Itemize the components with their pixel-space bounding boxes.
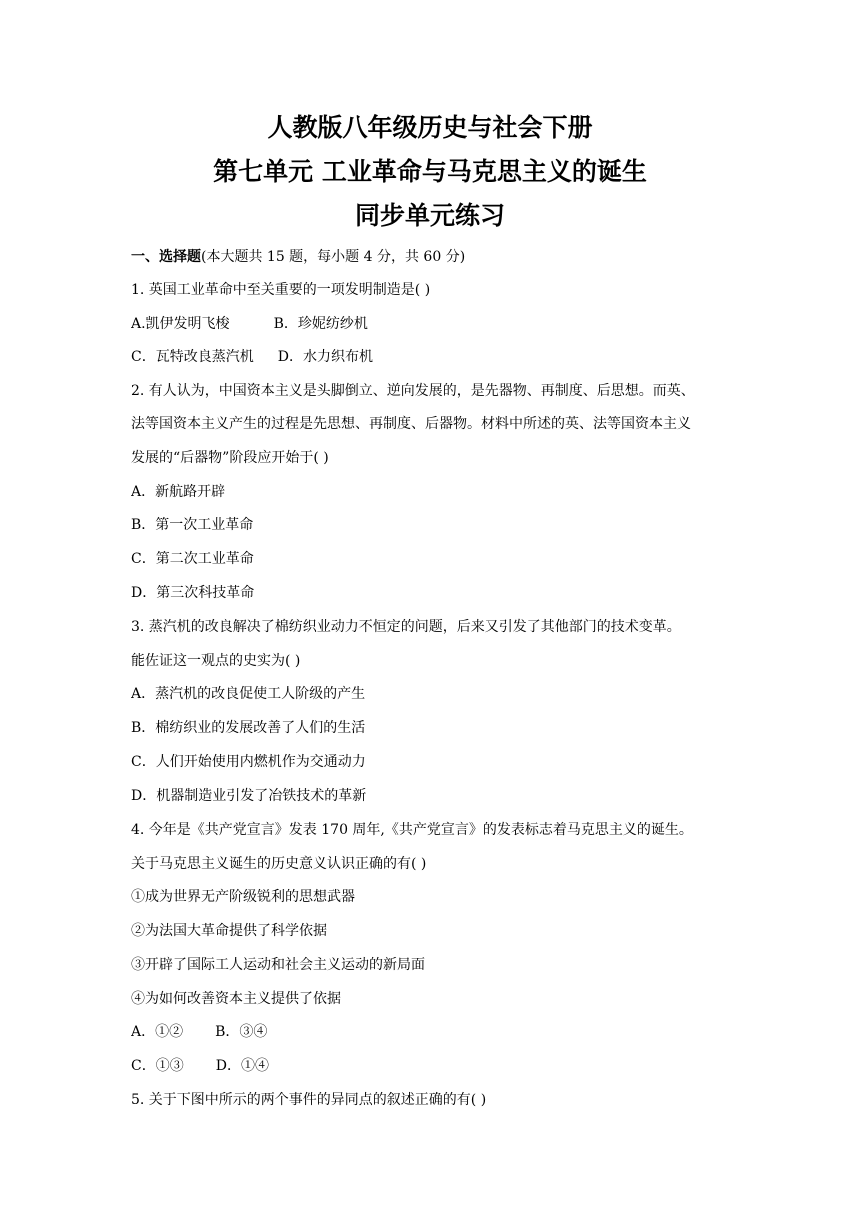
section-heading — [131, 247, 741, 267]
question-4-options-row-2 — [131, 1056, 741, 1076]
section-heading-detail: (本大题共 15 题，每小题 4 分，共 60 分) — [201, 249, 466, 265]
question-4-option-a: A．①② — [131, 1024, 184, 1040]
question-2-stem-line-2: 法等国资本主义产生的过程是先思想、再制度、后器物。材料中所述的英、法等国资本主义 — [131, 416, 691, 432]
question-1-option-d: D．水力织布机 — [277, 349, 373, 365]
question-3-stem-line-1: 3. 蒸汽机的改良解决了棉纺织业动力不恒定的问题，后来又引发了其他部门的技术变革。 — [131, 619, 681, 635]
document-title: 人教版八年级历史与社会下册 — [267, 113, 593, 142]
question-4-statement-3: ③开辟了国际工人运动和社会主义运动的新局面 — [131, 957, 425, 973]
question-1-option-b: B．珍妮纺纱机 — [273, 316, 368, 332]
question-2-option-a: A．新航路开辟 — [131, 484, 226, 500]
unit-title: 第七单元 工业革命与马克思主义的诞生 — [213, 157, 647, 186]
question-2-option-b: B．第一次工业革命 — [131, 517, 254, 533]
question-1-option-c: C．瓦特改良蒸汽机 — [131, 349, 254, 365]
question-5-stem: 5. 关于下图中所示的两个事件的异同点的叙述正确的有( ) — [131, 1092, 487, 1108]
question-4-option-b: B．③④ — [215, 1024, 268, 1040]
question-4-statement-1: ①成为世界无产阶级锐利的思想武器 — [131, 889, 355, 905]
question-4-options-row-1 — [131, 1022, 741, 1042]
question-4-stem-line-1: 4. 今年是《共产党宣言》发表 170 周年,《共产党宣言》的发表标志着马克思主义的诞生。 — [131, 822, 693, 838]
question-4-statement-4: ④为如何改善资本主义提供了依据 — [131, 991, 341, 1007]
section-heading-label: 一、选择题 — [131, 249, 201, 265]
question-1-option-a: A.凯伊发明飞梭 — [131, 316, 230, 332]
question-1-stem: 1. 英国工业革命中至关重要的一项发明制造是( ) — [131, 282, 431, 298]
exercise-subtitle: 同步单元练习 — [354, 201, 505, 230]
question-1-options-row-2 — [131, 347, 741, 367]
question-2-option-c: C．第二次工业革命 — [131, 551, 254, 567]
question-2-option-d: D．第三次科技革命 — [131, 585, 255, 601]
question-1-options-row-1 — [131, 314, 741, 334]
question-3-option-b: B．棉纺织业的发展改善了人们的生活 — [131, 720, 366, 736]
question-3-option-d: D．机器制造业引发了冶铁技术的革新 — [131, 788, 367, 804]
question-3-option-c: C．人们开始使用内燃机作为交通动力 — [131, 754, 366, 770]
question-2-stem-line-3: 发展的“后器物”阶段应开始于( ) — [131, 450, 329, 466]
question-4-option-d: D．①④ — [215, 1058, 269, 1074]
question-4-option-c: C．①③ — [131, 1058, 184, 1074]
question-3-stem-line-2: 能佐证这一观点的史实为( ) — [131, 653, 301, 669]
question-2-stem-line-1: 2. 有人认为，中国资本主义是头脚倒立、逆向发展的，是先器物、再制度、后思想。而英、 — [131, 383, 695, 399]
question-4-stem-line-2: 关于马克思主义诞生的历史意义认识正确的有( ) — [131, 856, 427, 872]
question-4-statement-2: ②为法国大革命提供了科学依据 — [131, 923, 327, 939]
question-3-option-a: A．蒸汽机的改良促使工人阶级的产生 — [131, 686, 366, 702]
